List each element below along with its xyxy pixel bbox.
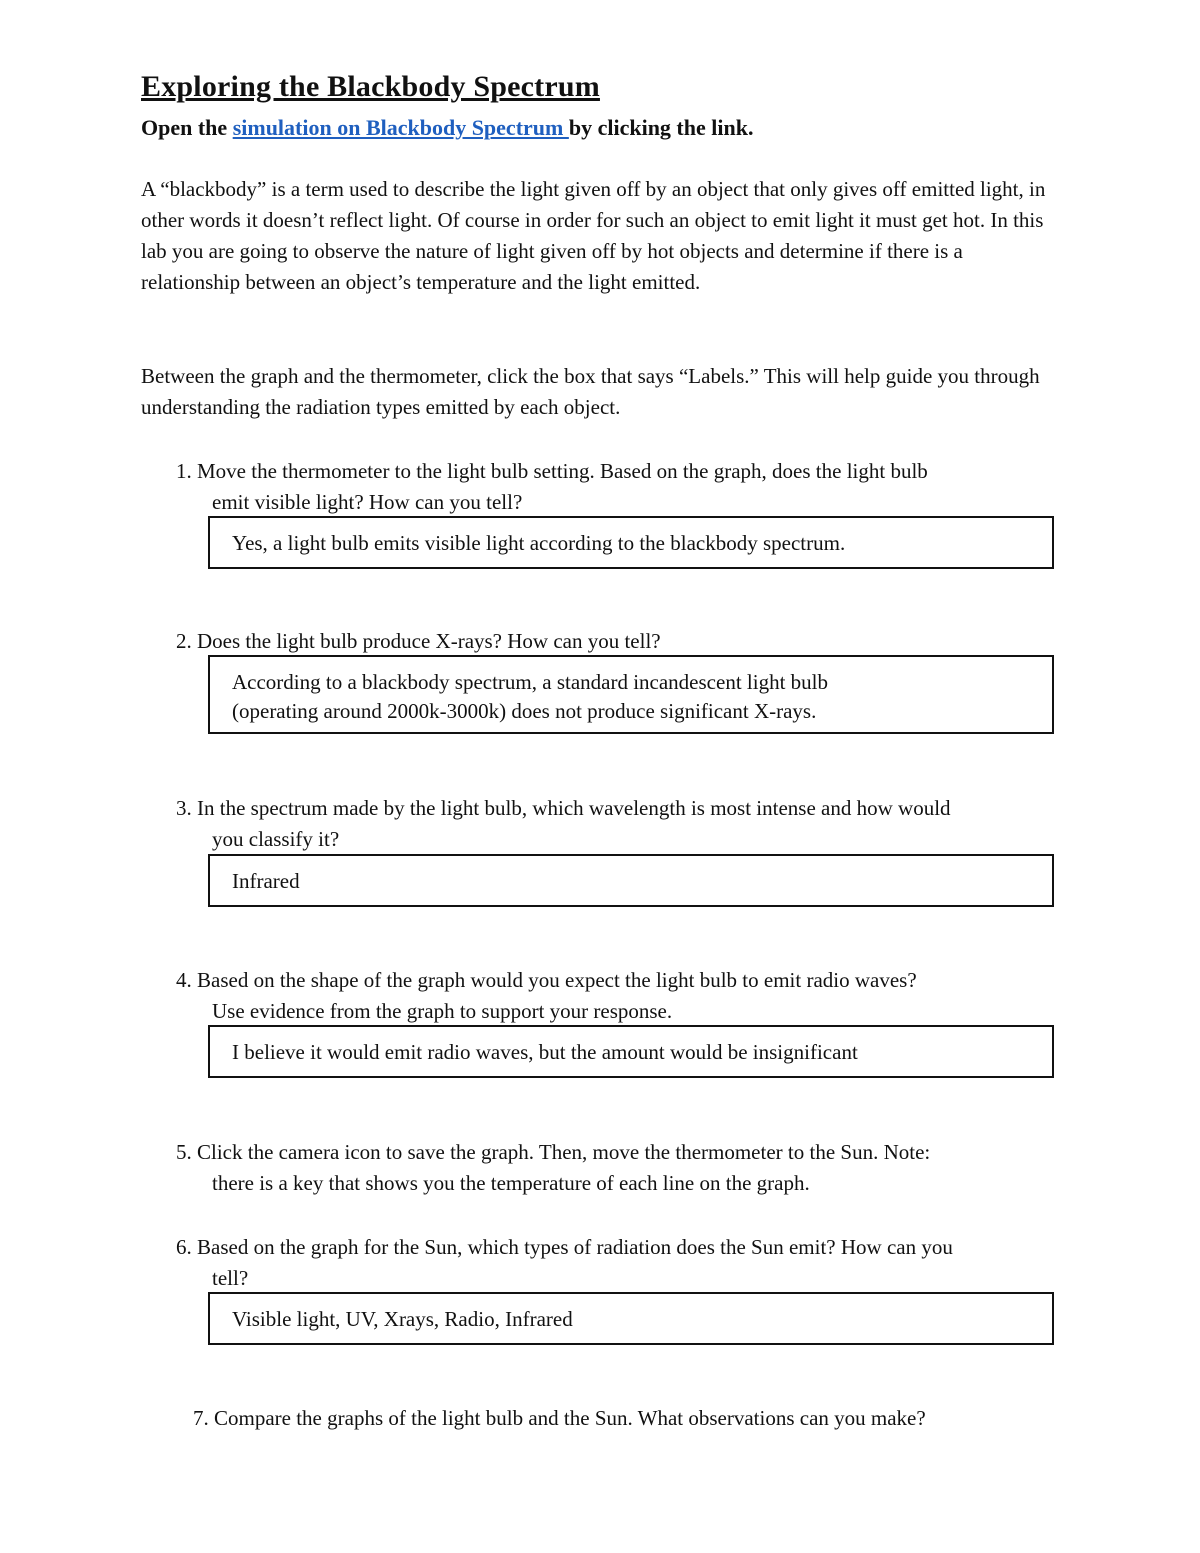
question-number: 4. bbox=[176, 968, 192, 992]
answer-text: Yes, a light bulb emits visible light according to the blackbody spectrum. bbox=[232, 531, 846, 555]
intro-paragraph: A “blackbody” is a term used to describe the light given off by an object that only gives off emitted light, in other words it doesn’t reflect light. Of course in order for such an object to emit light it must get hot. In this lab you are going to observe the nature of light given off by hot objects and determine if there is a relationship between an object’s temperature and the light emitted. bbox=[141, 177, 1046, 294]
question-text-continued: Use evidence from the graph to support your response. bbox=[212, 999, 673, 1023]
answer-box-4[interactable] bbox=[208, 1025, 1054, 1078]
question-5 bbox=[176, 1137, 930, 1199]
question-text-continued: emit visible light? How can you tell? bbox=[212, 490, 523, 514]
question-6 bbox=[176, 1232, 953, 1294]
question-number: 3. bbox=[176, 796, 192, 820]
question-text: Based on the shape of the graph would you expect the light bulb to emit radio waves? bbox=[197, 968, 917, 992]
question-3 bbox=[176, 793, 951, 855]
question-text: Move the thermometer to the light bulb setting. Based on the graph, does the light bulb bbox=[197, 459, 928, 483]
question-text-continued: you classify it? bbox=[212, 827, 340, 851]
answer-text: I believe it would emit radio waves, but the amount would be insignificant bbox=[232, 1040, 858, 1064]
question-text: In the spectrum made by the light bulb, which wavelength is most intense and how would bbox=[197, 796, 951, 820]
answer-text-line-1: According to a blackbody spectrum, a standard incandescent light bulb bbox=[232, 670, 828, 694]
question-number: 1. bbox=[176, 459, 192, 483]
answer-box-1[interactable] bbox=[208, 516, 1054, 569]
labels-instruction-paragraph: Between the graph and the thermometer, click the box that says “Labels.” This will help guide you through understanding the radiation types emitted by each object. bbox=[141, 364, 1040, 419]
question-text: Does the light bulb produce X-rays? How can you tell? bbox=[197, 629, 661, 653]
question-text: Based on the graph for the Sun, which types of radiation does the Sun emit? How can you bbox=[197, 1235, 953, 1259]
question-number: 5. bbox=[176, 1140, 192, 1164]
answer-text: Visible light, UV, Xrays, Radio, Infrared bbox=[232, 1307, 573, 1331]
page-title: Exploring the Blackbody Spectrum bbox=[141, 70, 600, 103]
question-number: 6. bbox=[176, 1235, 192, 1259]
question-7 bbox=[193, 1403, 926, 1434]
intro-line bbox=[141, 115, 753, 141]
answer-text-line-2: (operating around 2000k-3000k) does not produce significant X-rays. bbox=[232, 699, 817, 723]
question-text: Click the camera icon to save the graph. Then, move the thermometer to the Sun. Note: bbox=[197, 1140, 931, 1164]
question-1 bbox=[176, 456, 928, 518]
intro-suffix: by clicking the link. bbox=[568, 115, 754, 140]
question-text: Compare the graphs of the light bulb and the Sun. What observations can you make? bbox=[214, 1406, 926, 1430]
intro-prefix: Open the bbox=[141, 115, 233, 140]
question-text-continued: tell? bbox=[212, 1266, 249, 1290]
question-4 bbox=[176, 965, 917, 1027]
simulation-link[interactable]: simulation on Blackbody Spectrum bbox=[232, 115, 569, 140]
answer-box-2[interactable] bbox=[208, 655, 1054, 734]
question-text-continued: there is a key that shows you the temperature of each line on the graph. bbox=[212, 1171, 810, 1195]
question-number: 2. bbox=[176, 629, 192, 653]
question-2 bbox=[176, 626, 661, 657]
answer-box-6[interactable] bbox=[208, 1292, 1054, 1345]
question-number: 7. bbox=[193, 1406, 209, 1430]
answer-text: Infrared bbox=[232, 869, 300, 893]
answer-box-3[interactable] bbox=[208, 854, 1054, 907]
